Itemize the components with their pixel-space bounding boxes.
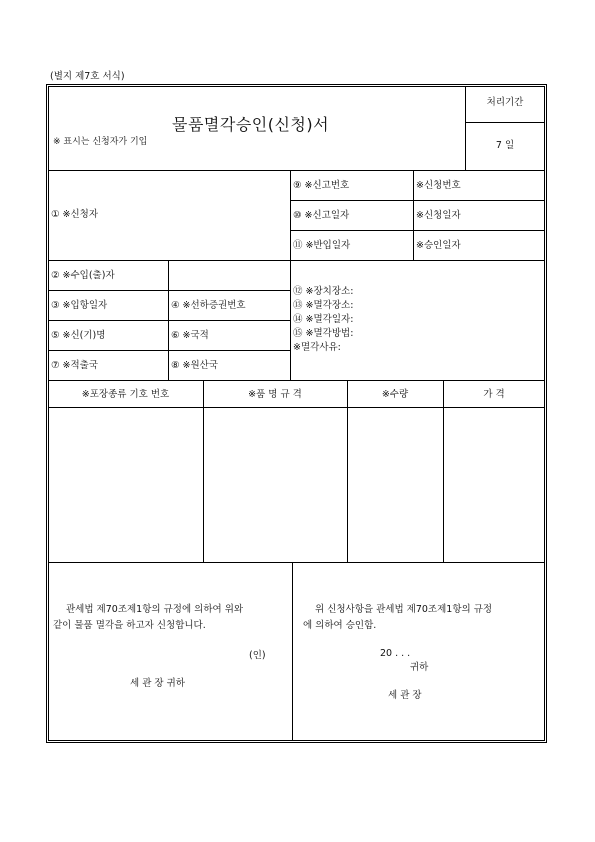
divider bbox=[347, 380, 348, 562]
divider bbox=[48, 407, 545, 408]
goods-header-package: ※포장종류 기호 번호 bbox=[81, 389, 170, 400]
left-recipient: 세 관 장 귀하 bbox=[130, 678, 185, 689]
annex-label: (별지 제7호 서식) bbox=[50, 71, 125, 82]
destruction-date-label: ⑭ ※멸각일자: bbox=[293, 314, 354, 325]
destruction-place-label: ⑬ ※멸각장소: bbox=[293, 300, 354, 311]
goods-header-item: ※품 명 규 격 bbox=[248, 389, 302, 400]
application-no-label: ※신청번호 bbox=[416, 180, 461, 191]
divider bbox=[290, 230, 545, 231]
divider bbox=[292, 562, 293, 741]
right-signer: 세 관 장 bbox=[388, 690, 422, 701]
origin-country-label: ⑧ ※원산국 bbox=[171, 360, 219, 371]
applicant-label: ① ※신청자 bbox=[51, 209, 99, 220]
divider bbox=[290, 170, 291, 260]
divider bbox=[48, 562, 545, 563]
divider bbox=[465, 122, 545, 123]
divider bbox=[443, 380, 444, 562]
divider bbox=[203, 380, 204, 562]
application-statement-line1: 관세법 제70조제1항의 규정에 의하여 위와 bbox=[66, 604, 244, 615]
approval-statement-line2: 에 의하여 승인함. bbox=[303, 620, 377, 631]
importer-label: ② ※수입(출)자 bbox=[51, 270, 115, 281]
bl-no-label: ④ ※선하증권번호 bbox=[171, 300, 246, 311]
divider bbox=[48, 320, 290, 321]
divider bbox=[290, 200, 545, 201]
application-date-label: ※신청일자 bbox=[416, 210, 461, 221]
report-no-label: ⑨ ※신고번호 bbox=[293, 180, 350, 191]
entry-date-label: ③ ※입항일자 bbox=[51, 300, 108, 311]
processing-period-value: 7 일 bbox=[495, 140, 515, 151]
divider bbox=[48, 380, 545, 381]
divider bbox=[290, 260, 291, 380]
divider bbox=[48, 260, 545, 261]
divider bbox=[48, 290, 290, 291]
recipient-suffix: 귀하 bbox=[410, 662, 429, 673]
approval-date: 20 . . . bbox=[380, 648, 411, 659]
destruction-reason-label: ※멸각사유: bbox=[293, 342, 341, 353]
vessel-name-label: ⑤ ※신(기)명 bbox=[51, 330, 106, 341]
nationality-label: ⑥ ※국적 bbox=[171, 330, 209, 341]
approval-date-label: ※승인일자 bbox=[416, 240, 461, 251]
report-date-label: ⑩ ※신고일자 bbox=[293, 210, 350, 221]
goods-header-price: 가 격 bbox=[483, 389, 505, 400]
storage-place-label: ⑫ ※장치장소: bbox=[293, 286, 354, 297]
processing-period-label: 처리기간 bbox=[486, 97, 524, 108]
divider bbox=[48, 170, 545, 171]
form-note: ※ 표시는 신청자가 기입 bbox=[53, 137, 148, 147]
application-statement-line2: 같이 물품 멸각을 하고자 신청합니다. bbox=[53, 620, 206, 631]
seal-mark: (인) bbox=[249, 650, 266, 661]
divider bbox=[413, 170, 414, 260]
divider bbox=[48, 350, 290, 351]
goods-header-quantity: ※수량 bbox=[381, 389, 409, 400]
loading-country-label: ⑦ ※적출국 bbox=[51, 360, 99, 371]
destruction-method-label: ⑮ ※멸각방법: bbox=[293, 328, 354, 339]
import-date-label: ⑪ ※반입일자 bbox=[293, 240, 351, 251]
form-title: 물품멸각승인(신청)서 bbox=[172, 115, 330, 134]
approval-statement-line1: 위 신청사항을 관세법 제70조제1항의 규정 bbox=[315, 604, 493, 615]
